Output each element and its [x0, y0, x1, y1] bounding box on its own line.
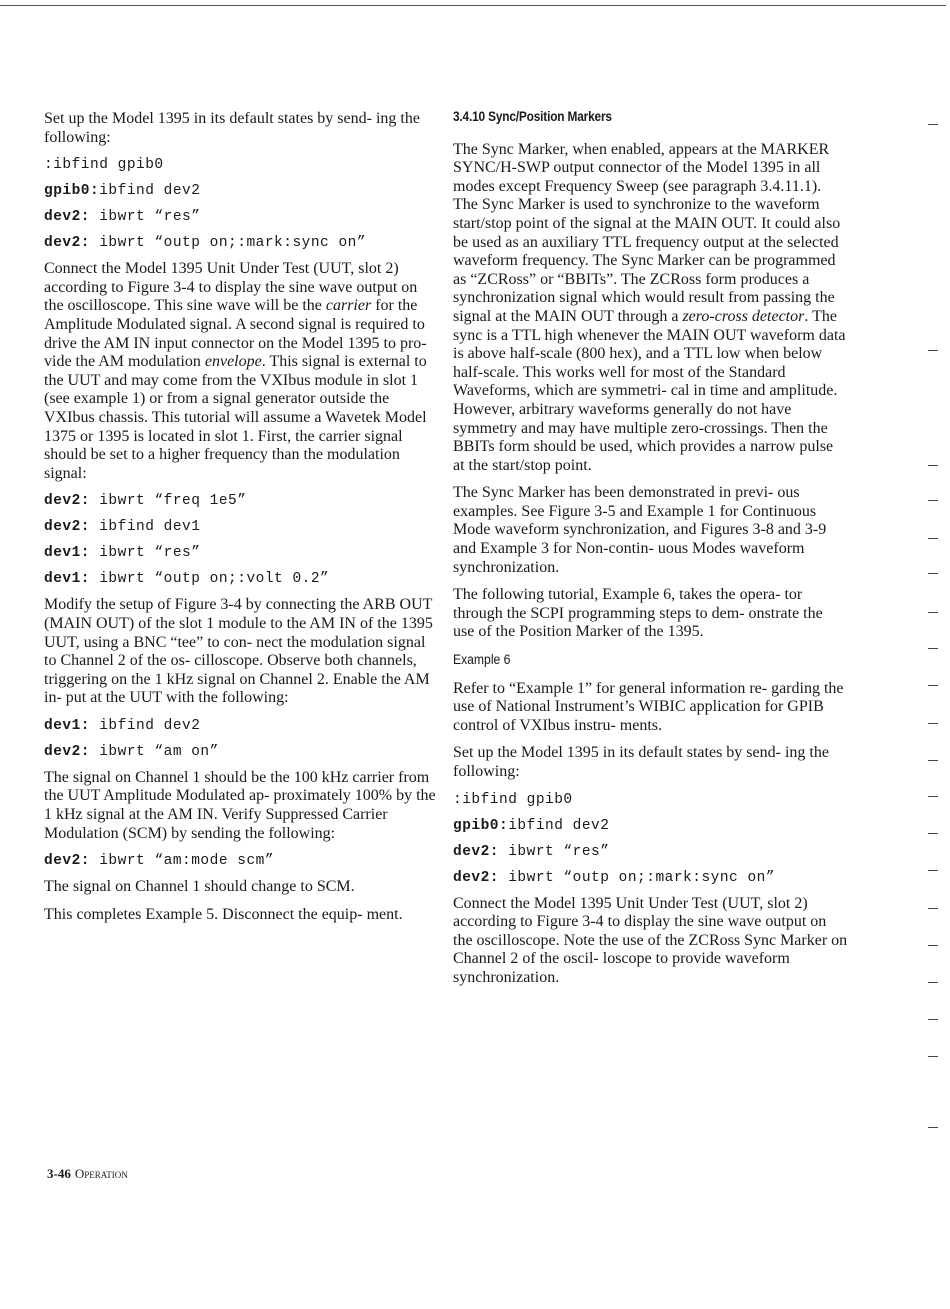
page-number: 3-46: [47, 1166, 71, 1181]
code-line: dev2: ibwrt “res”: [453, 843, 610, 860]
code-line: dev2: ibwrt “freq 1e5”: [44, 493, 247, 510]
code-line: dev2: ibwrt “outp on;:mark:sync on”: [44, 235, 367, 252]
code-line: :ibfind gpib0: [453, 791, 573, 808]
paragraph: Connect the Model 1395 Unit Under Test (UUT, slot 2) according to Figure 3-4 to display the sine wave output on the oscilloscope. This sine wave will be the carrier for the Amplitude Modulated signal. A second signal is required to drive the AM IN input connector on the Model 1395 to pro- vide the AM modulation envelope. This signal is external to the UUT and may come from the VXIbus module in slot 1 (see example 1) or from a signal generator outside the VXIbus chassis. This tutorial will assume a Wavetek Model 1375 or 1395 is located in slot 1. First, the carrier signal should be set to a higher frequency than the modulation signal:: [44, 260, 427, 482]
paragraph: The signal on Channel 1 should change to SCM.: [44, 878, 355, 896]
code-line: dev2: ibwrt “outp on;:mark:sync on”: [453, 869, 776, 886]
code-line: dev1: ibfind dev2: [44, 717, 201, 734]
paragraph: Refer to “Example 1” for general information re- garding the use of National Instrument’s WIBIC application for GPIB control of VXIbus instru- ments.: [453, 679, 844, 734]
paragraph: Connect the Model 1395 Unit Under Test (UUT, slot 2) according to Figure 3-4 to display the sine wave output on the oscilloscope. Note the use of the ZCRoss Sync Marker on Channel 2 of the oscil- loscope to provide waveform synchronization.: [453, 894, 848, 986]
code-line: dev2: ibwrt “am:mode scm”: [44, 853, 275, 870]
paragraph: Set up the Model 1395 in its default states by send- ing the following:: [453, 744, 829, 780]
code-line: :ibfind gpib0: [44, 157, 164, 174]
top-rule: [0, 5, 946, 6]
code-line: dev2: ibwrt “res”: [44, 209, 201, 226]
code-line: gpib0:ibfind dev2: [44, 183, 201, 200]
code-line: dev2: ibfind dev1: [44, 519, 201, 536]
paragraph: Set up the Model 1395 in its default states by send- ing the following:: [44, 110, 420, 146]
section-name: Operation: [74, 1166, 128, 1181]
paragraph: The following tutorial, Example 6, takes the opera- tor through the SCPI programming steps to dem- onstrate the use of the Position Marker of the 1395.: [453, 586, 823, 641]
code-line: dev2: ibwrt “am on”: [44, 743, 219, 760]
right-column: [453, 108, 848, 997]
paragraph: The Sync Marker, when enabled, appears at the MARKER SYNC/H-SWP output connector of the Model 1395 in all modes except Frequency Sweep (see paragraph 3.4.11.1). The Sync Marker is used to synchronize to the waveform start/stop point of the signal at the MAIN OUT. It could also be used as an auxiliary TTL frequency output at the selected waveform frequency. The Sync Marker can be programmed as “ZCRoss” or “BBITs”. The ZCRoss form produces a synchronization signal which would result from passing the signal at the MAIN OUT through a zero-cross detector. The sync is a TTL high whenever the MAIN OUT waveform data is above half-scale (800 hex), and a TTL low when below half-scale. This works well for most of the Standard Waveforms, which are symmetri- cal in time and amplitude. However, arbitrary waveforms generally do not have symmetry and may have multiple zero-crossings. Then the BBITs form should be used, which provides a narrow pulse at the start/stop point.: [453, 140, 846, 474]
paragraph: Modify the setup of Figure 3-4 by connecting the ARB OUT (MAIN OUT) of the slot 1 module to the AM IN of the 1395 UUT, using a BNC “tee” to con- nect the modulation signal to Channel 2 of the os- cilloscope. Observe both channels, triggering on the 1 kHz signal on Channel 2. Enable the AM in- put at the UUT with the following:: [44, 596, 433, 707]
left-column: [44, 110, 439, 933]
code-line: dev1: ibwrt “res”: [44, 545, 201, 562]
example-heading: Example 6: [453, 652, 511, 668]
page-footer: [47, 1166, 128, 1182]
code-line: dev1: ibwrt “outp on;:volt 0.2”: [44, 571, 330, 588]
section-heading: 3.4.10 Sync/Position Markers: [453, 109, 612, 124]
paragraph: The signal on Channel 1 should be the 100 kHz carrier from the UUT Amplitude Modulated ap- proximately 100% by the 1 kHz signal at the AM IN. Verify Suppressed Carrier Modulation (SCM) by sending the following:: [44, 768, 436, 842]
code-line: gpib0:ibfind dev2: [453, 817, 610, 834]
paragraph: The Sync Marker has been demonstrated in previ- ous examples. See Figure 3-5 and Example 1 for Continuous Mode waveform synchronization, and Figures 3-8 and 3-9 and Example 3 for Non-contin- uous Modes waveform synchronization.: [453, 484, 827, 576]
paragraph: This completes Example 5. Disconnect the equip- ment.: [44, 905, 403, 923]
